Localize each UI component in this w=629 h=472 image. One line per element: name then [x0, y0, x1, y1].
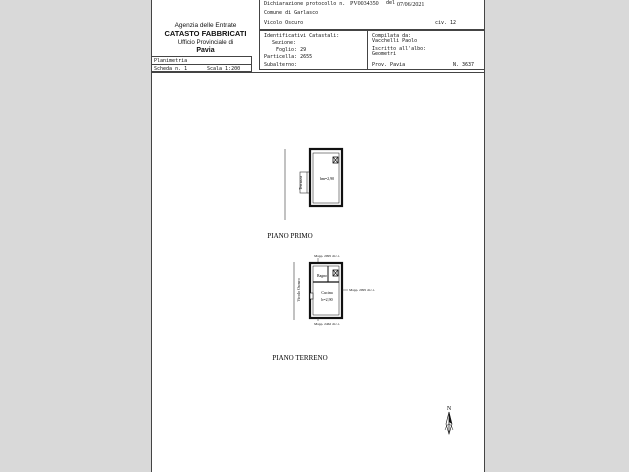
declaration-date: 07/06/2021: [397, 2, 425, 8]
compiler-box: [367, 30, 484, 70]
civic-number: civ. 12: [435, 20, 457, 26]
first-floor-height: hm=2,90: [319, 176, 335, 181]
vicolo-label: Vicolo Oscuro: [296, 278, 301, 302]
declaration-label: Dichiarazione protocollo n.: [264, 1, 346, 7]
registration-number: N. 3637: [453, 62, 475, 68]
floor-plan-drawing: [152, 72, 484, 472]
scheda-number: Scheda n. 1: [154, 66, 188, 72]
terrace-label: Terrazza: [298, 176, 303, 190]
kitchen-label: Cucina: [321, 290, 333, 295]
compiler-name: Vacchelli Paolo: [372, 38, 418, 44]
albo-value: Geometri: [372, 51, 397, 57]
ground-floor-plan: [272, 254, 375, 362]
particella: Particella: 2655: [264, 54, 313, 60]
planimetria-label: Planimetria: [154, 58, 188, 64]
identifiers-title: Identificativi Catastali:: [264, 33, 340, 39]
agency-header: [152, 0, 259, 56]
sezione: Sezione:: [272, 40, 297, 46]
ground-floor-height: h=2,90: [321, 297, 333, 302]
identifiers-box: [259, 30, 367, 70]
del-label: del: [386, 0, 396, 6]
sheet-info-box: [152, 56, 252, 72]
comune: Comune di Garlasco: [264, 10, 319, 16]
ground-floor-title: PIANO TERRENO: [272, 354, 328, 362]
north-label: N: [446, 406, 452, 412]
subalterno: Subalterno:: [264, 62, 298, 68]
agency-name: Agenzia delle Entrate: [174, 22, 237, 29]
north-arrow-icon: [445, 406, 453, 434]
albo-label: Iscritto all'albo:: [372, 46, 427, 52]
address: Vicolo Oscuro: [264, 20, 304, 26]
mapp-top-label: Mapp. 2095 di c.t.: [314, 254, 340, 258]
bathroom-label: Bagno: [317, 274, 327, 278]
planimetry-sheet: [151, 0, 485, 472]
foglio: Foglio: 29: [276, 47, 307, 53]
catasto-title: CATASTO FABBRICATI: [164, 29, 247, 38]
mapp-bottom-label: Mapp. 2462 di c.t.: [314, 322, 340, 326]
first-floor-title: PIANO PRIMO: [267, 232, 313, 240]
declaration-box: [259, 0, 484, 30]
first-floor-plan: [267, 149, 342, 240]
ufficio-label: Ufficio Provinciale di: [177, 39, 234, 46]
compiler-title: Compilata da:: [372, 33, 412, 39]
provincia-name: Pavia: [196, 47, 215, 54]
mapp-right-label: Mapp. 2095 di c.t.: [349, 288, 375, 292]
protocol-number: PV0034350: [350, 1, 379, 7]
province: Prov. Pavia: [372, 62, 406, 68]
scale: Scala 1:200: [207, 66, 241, 72]
